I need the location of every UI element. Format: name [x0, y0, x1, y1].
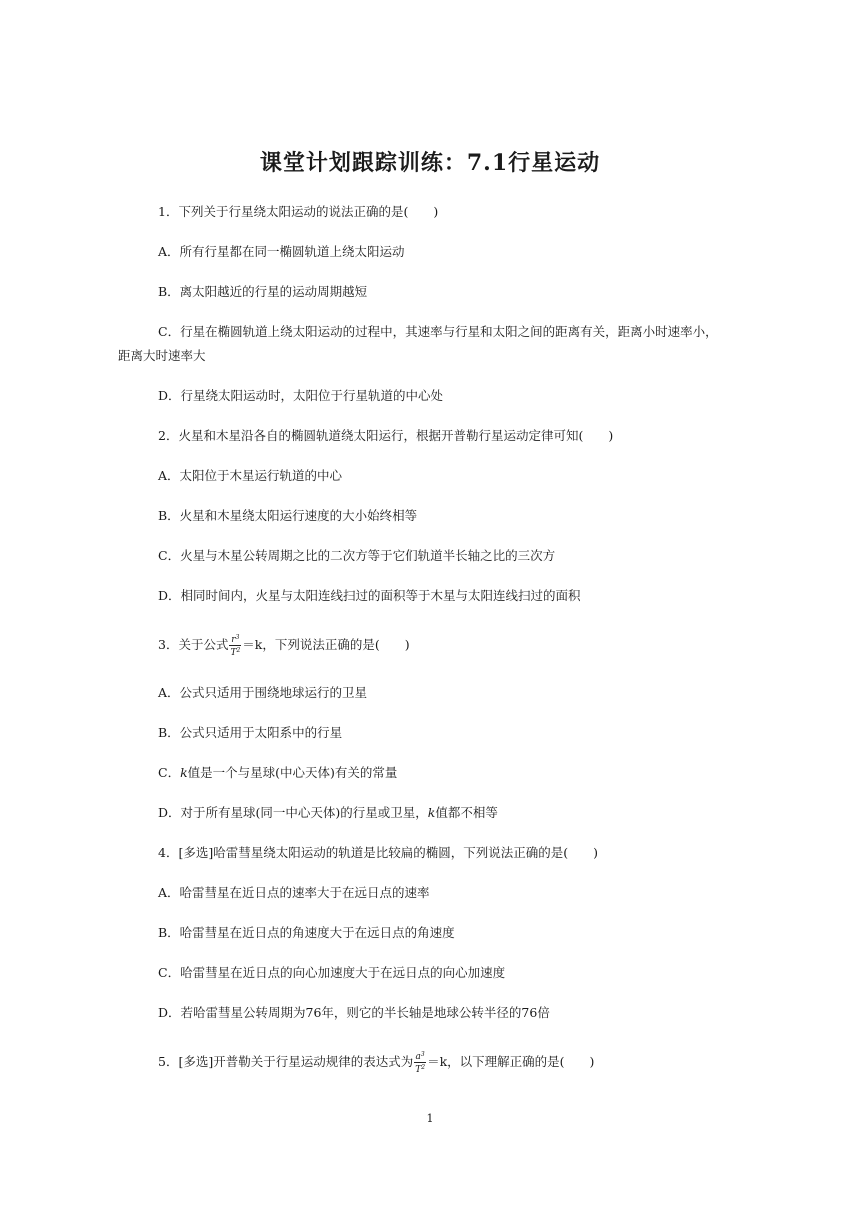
question-4-option-b: B．哈雷彗星在近日点的角速度大于在远日点的角速度 — [158, 925, 455, 940]
question-1-stem: 1．下列关于行星绕太阳运动的说法正确的是( ) — [158, 204, 439, 219]
option-c-prefix: C． — [158, 765, 181, 780]
formula-denominator-exponent: 2 — [236, 647, 241, 654]
formula-denominator: T — [230, 648, 237, 658]
question-3-stem — [158, 633, 410, 658]
question-3-option-b: B．公式只适用于太阳系中的行星 — [158, 725, 343, 740]
question-1-option-d: D．行星绕太阳运动时，太阳位于行星轨道的中心处 — [158, 388, 444, 403]
formula-numerator-exponent: 3 — [235, 634, 240, 641]
question-5-stem — [158, 1050, 594, 1075]
formula-numerator-exponent: 3 — [420, 1051, 425, 1058]
question-3-option-c — [158, 764, 397, 782]
formula-numerator: r — [231, 635, 236, 645]
formula-fraction — [229, 633, 241, 658]
question-1-option-c: C．行星在椭圆轨道上绕太阳运动的过程中，其速率与行星和太阳之间的距离有关，距离小时速率小， — [158, 324, 718, 339]
question-1-option-a: A．所有行星都在同一椭圆轨道上绕太阳运动 — [158, 244, 405, 259]
question-4-option-a: A．哈雷彗星在近日点的速率大于在远日点的速率 — [158, 885, 430, 900]
question-2-option-d: D．相同时间内，火星与太阳连线扫过的面积等于木星与太阳连线扫过的面积 — [158, 588, 581, 603]
question-5-stem-suffix: ＝k，以下理解正确的是( ) — [427, 1054, 595, 1069]
page-number: 1 — [426, 1112, 434, 1125]
formula-fraction — [414, 1050, 426, 1075]
question-3-stem-suffix: ＝k，下列说法正确的是( ) — [242, 637, 410, 652]
question-2-option-c: C．火星与木星公转周期之比的二次方等于它们轨道半长轴之比的三次方 — [158, 548, 556, 563]
question-3-stem-prefix: 3．关于公式 — [158, 637, 229, 652]
question-2-stem: 2．火星和木星沿各自的椭圆轨道绕太阳运行，根据开普勒行星运动定律可知( ) — [158, 428, 614, 443]
option-d-prefix: D．对于所有星球(同一中心天体)的行星或卫星， — [158, 805, 428, 820]
question-1-option-b: B．离太阳越近的行星的运动周期越短 — [158, 284, 368, 299]
question-4-option-c: C．哈雷彗星在近日点的向心加速度大于在远日点的向心加速度 — [158, 965, 506, 980]
page-title: 课堂计划跟踪训练：7.1行星运动 — [259, 150, 601, 176]
question-4-option-d: D．若哈雷彗星公转周期为76年，则它的半长轴是地球公转半径的76倍 — [158, 1005, 550, 1020]
option-c-text: 值是一个与星球(中心天体)有关的常量 — [187, 765, 398, 780]
question-2-option-a: A．太阳位于木星运行轨道的中心 — [158, 468, 343, 483]
formula-denominator: T — [415, 1065, 422, 1075]
question-3-option-a: A．公式只适用于围绕地球运行的卫星 — [158, 685, 368, 700]
question-1-option-c-continued: 距离大时速率大 — [118, 348, 206, 363]
variable-k: k — [427, 805, 436, 820]
formula-denominator-exponent: 2 — [421, 1064, 426, 1071]
question-5-stem-prefix: 5．[多选]开普勒关于行星运动规律的表达式为 — [158, 1054, 414, 1069]
option-d-text: 值都不相等 — [435, 805, 498, 820]
formula-numerator: a — [415, 1052, 421, 1062]
question-2-option-b: B．火星和木星绕太阳运行速度的大小始终相等 — [158, 508, 418, 523]
variable-k: k — [180, 765, 188, 780]
question-3-option-d — [158, 804, 498, 822]
question-4-stem: 4．[多选]哈雷彗星绕太阳运动的轨道是比较扁的椭圆，下列说法正确的是( ) — [158, 845, 598, 860]
